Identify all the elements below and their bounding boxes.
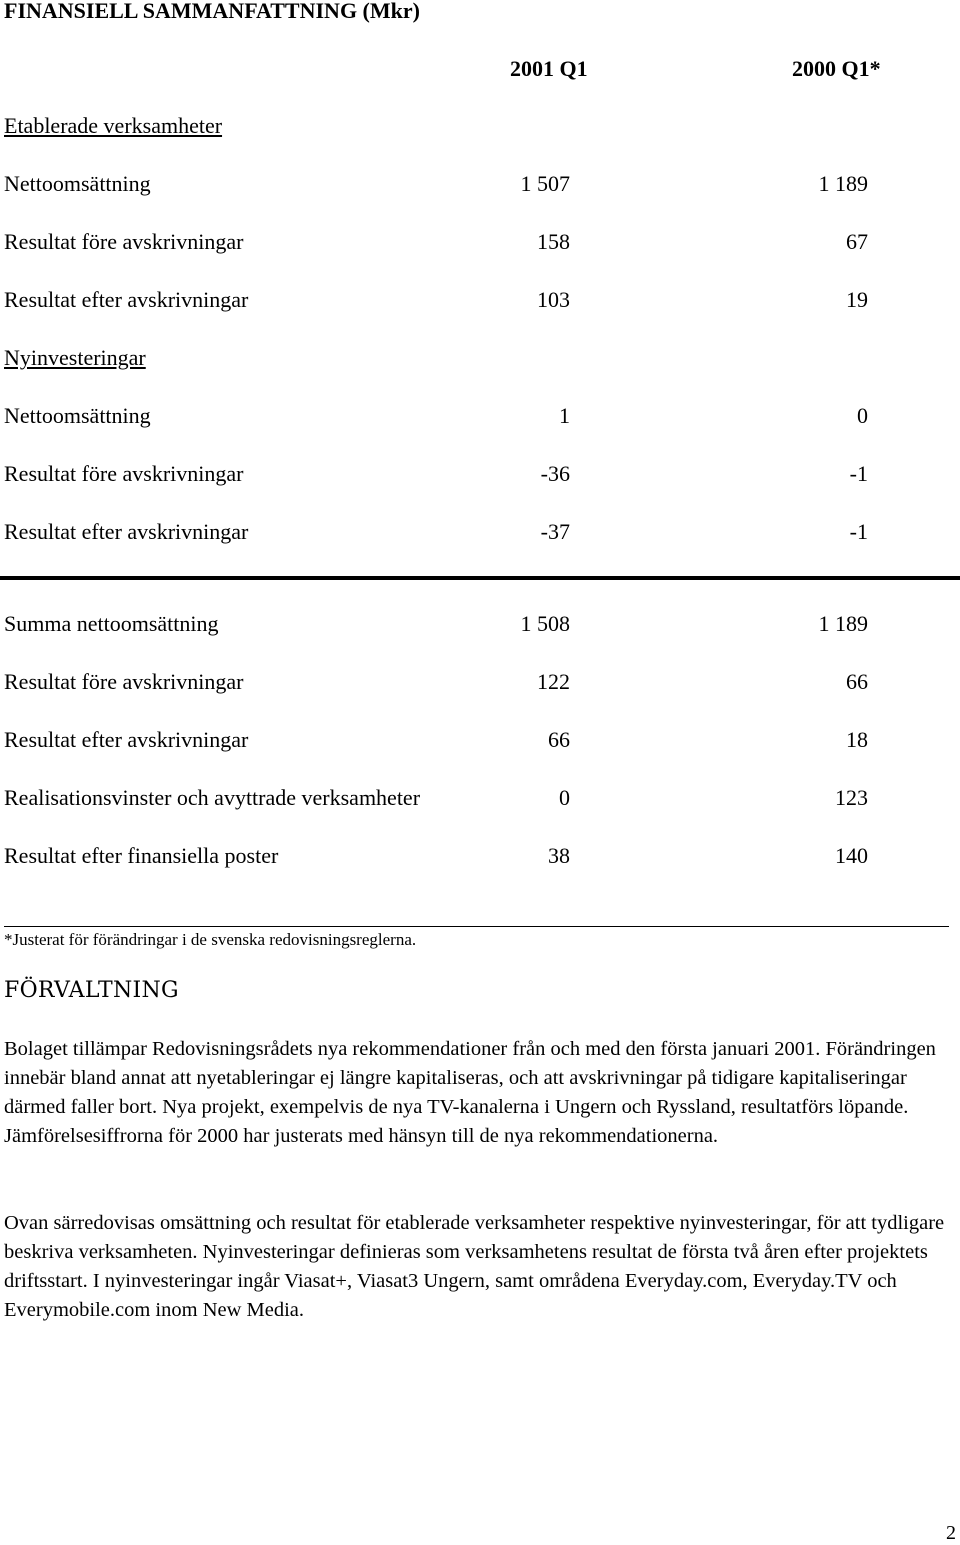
row-label: Resultat efter avskrivningar [4, 287, 249, 312]
value-2000: 123 [835, 785, 868, 810]
value-2001: 1 507 [520, 171, 570, 196]
value-2000: 1 189 [818, 171, 868, 196]
table-row [0, 843, 960, 873]
section-heading-established: Etablerade verksamheter [4, 113, 223, 138]
value-2001: 0 [559, 785, 570, 810]
management-paragraph-1: Bolaget tillämpar Redovisningsrådets nya rekommendationer från och med den första januari 2001. Förändringen innebär bland annat att nyetableringar ej längre kapitaliseras, och att avskrivningar på tidigare kapitaliseringar därmed faller bort. Nya projekt, exempelvis de nya TV-kanalerna i Ungern och Ryssland, resultatförs löpande. Jämförelsesiffrorna för 2000 har justerats med hänsyn till de nya rekommendationerna. [4, 1038, 936, 1147]
table-row [0, 785, 960, 815]
page-number: 2 [946, 1522, 956, 1544]
management-heading: FÖRVALTNING [4, 978, 179, 1003]
row-label: Nettoomsättning [4, 171, 151, 196]
page-title: FINANSIELL SAMMANFATTNING (Mkr) [4, 0, 420, 23]
row-label: Resultat före avskrivningar [4, 669, 244, 694]
value-2001: 103 [537, 287, 570, 312]
management-paragraph-2: Ovan särredovisas omsättning och resultat för etablerade verksamheter respektive nyinvesteringar, för att tydligare beskriva verksamheten. Nyinvesteringar definieras som verksamhetens resultat de första två åren efter projektets driftsstart. I nyinvesteringar ingår Viasat+, Viasat3 Ungern, samt områdena Everyday.com, Everyday.TV och Everymobile.com inom New Media. [4, 1212, 945, 1321]
row-label: Resultat efter avskrivningar [4, 519, 249, 544]
value-2001: -37 [540, 519, 570, 544]
row-label: Resultat före avskrivningar [4, 229, 244, 254]
value-2001: 158 [537, 229, 570, 254]
value-2000: 1 189 [818, 611, 868, 636]
value-2000: -1 [849, 461, 868, 486]
value-2001: -36 [540, 461, 570, 486]
table-row [0, 669, 960, 699]
row-label: Resultat efter avskrivningar [4, 727, 249, 752]
section-heading-new-investments: Nyinvesteringar [4, 345, 146, 370]
row-label: Nettoomsättning [4, 403, 151, 428]
row-label: Resultat före avskrivningar [4, 461, 244, 486]
table-row [0, 727, 960, 757]
value-2001: 1 508 [520, 611, 570, 636]
value-2000: 66 [846, 669, 868, 694]
column-header-2000-q1: 2000 Q1* [792, 56, 881, 81]
column-header-2001-q1: 2001 Q1 [510, 56, 588, 81]
table-row [0, 403, 960, 433]
table-row [0, 171, 960, 201]
value-2000: 140 [835, 843, 868, 868]
value-2001: 122 [537, 669, 570, 694]
value-2000: 0 [857, 403, 868, 428]
value-2001: 66 [548, 727, 570, 752]
value-2000: -1 [849, 519, 868, 544]
table-row [0, 229, 960, 259]
table-row [0, 287, 960, 317]
row-label: Realisationsvinster och avyttrade verksamheter [4, 785, 421, 810]
table-row [0, 519, 960, 549]
table-row [0, 461, 960, 491]
totals-divider [0, 576, 960, 580]
footnote-divider [4, 926, 949, 927]
table-row [0, 611, 960, 641]
footnote: *Justerat för förändringar i de svenska redovisningsreglerna. [4, 930, 417, 949]
row-label: Resultat efter finansiella poster [4, 843, 279, 868]
value-2001: 1 [559, 403, 570, 428]
value-2000: 19 [846, 287, 868, 312]
value-2000: 18 [846, 727, 868, 752]
row-label: Summa nettoomsättning [4, 611, 219, 636]
value-2000: 67 [846, 229, 868, 254]
value-2001: 38 [548, 843, 570, 868]
